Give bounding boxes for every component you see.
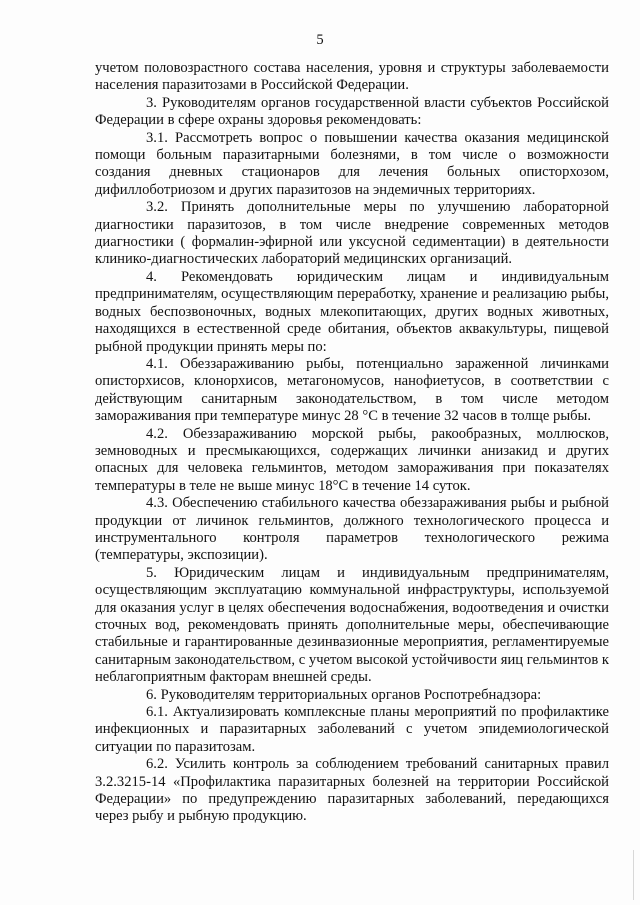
- paragraph-item-4: 4. Рекомендовать юридическим лицам и индивидуальным предпринимателям, осуществляющим переработку, хранение и реализацию рыбы, водных беспозвоночных, водных млекопитающих, других водных животных, находящихся в естественной среде обитания, объектов аквакультуры, пищевой рыбной продукции принять меры по:: [95, 268, 609, 355]
- paragraph-item-3-2: 3.2. Принять дополнительные меры по улучшению лабораторной диагностики паразитозов, в том числе внедрение современных методов диагностики ( формалин-эфирной или уксусной седиментации) в деятельности клинико-диагностических лабораторий медицинских организаций.: [95, 199, 609, 268]
- paragraph-item-6-1: 6.1. Актуализировать комплексные планы мероприятий по профилактике инфекционных и паразитарных заболеваний с учетом эпидемиологической ситуации по паразитозам.: [95, 704, 609, 755]
- document-body: [95, 60, 609, 826]
- page-number: 5: [316, 32, 324, 48]
- paragraph-item-6: 6. Руководителям территориальных органов Роспотребнадзора:: [146, 686, 542, 703]
- paragraph-item-5: 5. Юридическим лицам и индивидуальным предпринимателям, осуществляющим эксплуатацию коммунальной инфраструктуры, используемой для оказания услуг в целях обеспечения водоснабжения, водоотведения и очистки сточных вод, рекомендовать принять дополнительные меры, обеспечивающие стабильные и гарантированные дезинвазионные мероприятия, регламентируемые санитарным законодательством, с учетом высокой устойчивости яиц гельминтов к неблагоприятным факторам внешней среды.: [95, 564, 609, 686]
- paragraph-item-4-2: 4.2. Обеззараживанию морской рыбы, ракообразных, моллюсков, земноводных и пресмыкающихся, содержащих личинки анизакид и других опасных для человека гельминтов, методом замораживания при показателях температуры в теле не выше минус 18°С в течение 14 суток.: [95, 425, 609, 494]
- paragraph-item-3: 3. Руководителям органов государственной власти субъектов Российской Федерации в сфере охраны здоровья рекомендовать:: [95, 94, 609, 129]
- paragraph-continuation: учетом половозрастного состава населения, уровня и структуры заболеваемости населения паразитозами в Российской Федерации.: [95, 60, 609, 94]
- paragraph-item-6-2: 6.2. Усилить контроль за соблюдением требований санитарных правил 3.2.3215-14 «Профилактика паразитарных болезней на территории Российской Федерации» по предупреждению паразитарных заболеваний, передающихся через рыбу и рыбную продукцию.: [95, 756, 609, 825]
- paragraph-item-4-1: 4.1. Обеззараживанию рыбы, потенциально зараженной личинками описторхисов, клонорхисов, метагономусов, нанофиетусов, в соответствии с действующим санитарным законодательством, в том числе методом замораживания при температуре минус 28 °С в течение 32 часов в толще рыбы.: [95, 355, 609, 425]
- paragraph-item-4-3: 4.3. Обеспечению стабильного качества обеззараживания рыбы и рыбной продукции от личинок гельминтов, должного технологического процесса и инструментального контроля параметров технологического режима (температуры, экспозиции).: [95, 495, 609, 564]
- scan-edge-line: [633, 850, 634, 900]
- paragraph-item-3-1: 3.1. Рассмотреть вопрос о повышении качества оказания медицинской помощи больным паразитарными болезнями, в том числе о возможности создания дневных стационаров для лечения больных описторхозом, дифиллоботриозом и других паразитозов на эндемичных территориях.: [95, 129, 609, 198]
